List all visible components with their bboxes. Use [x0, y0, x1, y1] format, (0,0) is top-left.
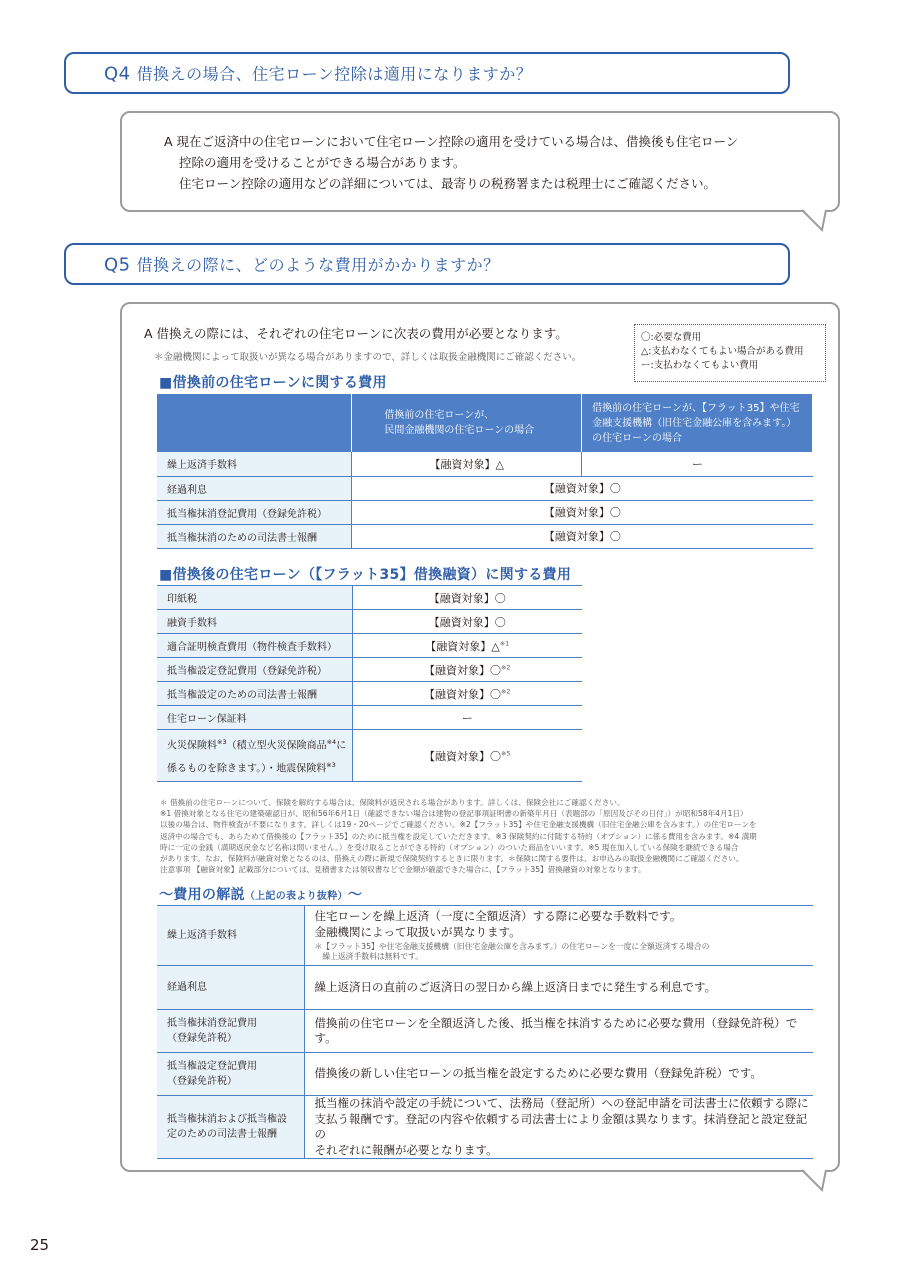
- row-label: 経過利息: [157, 476, 352, 500]
- footnotes: [160, 797, 820, 875]
- row-description: 借換前の住宅ローンを全額返済した後、抵当権を抹消するために必要な費用（登録免許税）です。: [304, 1010, 813, 1053]
- row-label: 抵当権抹消のための司法書士報酬: [157, 524, 352, 548]
- row-label: 経過利息: [157, 966, 304, 1010]
- row-label: 抵当権設定登記費用 （登録免許税）: [157, 1053, 304, 1096]
- q4-answer-line: 控除の適用を受けることができる場合があります。: [179, 155, 466, 170]
- row-value: 【融資対象】〇: [352, 500, 813, 524]
- table-row: [157, 634, 582, 658]
- row-label: 抵当権設定登記費用（登録免許税）: [157, 658, 352, 682]
- q4-answer-line: A 現在ご返済中の住宅ローンにおいて住宅ローン控除の適用を受けている場合は、借換後も住宅ローン: [164, 134, 739, 149]
- row-description: 借換後の新しい住宅ローンの抵当権を設定するために必要な費用（登録免許税）です。: [304, 1053, 813, 1096]
- header-flat35-lender: 借換前の住宅ローンが、【フラット35】や住宅 金融支援機構（旧住宅金融公庫を含みます。） の住宅ローンの場合: [582, 394, 813, 452]
- q4-question-bubble: [64, 52, 790, 94]
- footnote-line: ＊ 借換前の住宅ローンについて、保険を解約する場合は、保険料が返戻される場合があります。詳しくは、保険会社にご確認ください。: [160, 798, 625, 807]
- page-number: 25: [30, 1236, 50, 1254]
- table-row: [157, 500, 813, 524]
- row-value: 【融資対象】〇: [352, 476, 813, 500]
- footnote-line: 時に一定の金銭（満期返戻金など名称は問いません。）を受け取ることができる特約（オプション）のついた商品をいいます。※5 現在加入している保険を継続できる場合: [160, 842, 739, 852]
- row-description: 繰上返済日の直前のご返済日の翌日から繰上返済日までに発生する利息です。: [304, 966, 813, 1010]
- table-row: [157, 1010, 813, 1053]
- q5-answer-lead: A 借換えの際には、それぞれの住宅ローンに次表の費用が必要となります。: [144, 326, 568, 341]
- table-row: [157, 966, 813, 1010]
- row-label: 抵当権抹消登記費用（登録免許税）: [157, 500, 352, 524]
- footnote-line: 以後の場合は、物件検査が不要になります。詳しくは19・20ページでご確認ください。※2【フラット35】や住宅金融支援機構（旧住宅金融公庫を含みます。）の住宅ローンを: [160, 820, 757, 830]
- table-row: [157, 730, 582, 782]
- post-refinance-cost-table: [157, 585, 582, 782]
- row-label: 抵当権抹消および抵当権設 定のための司法書士報酬: [157, 1096, 304, 1159]
- row-value: 【融資対象】〇$^{※2}$: [352, 658, 582, 682]
- legend-not-required: ー:支払わなくてもよい費用: [641, 360, 759, 371]
- q4-answer-line: 住宅ローン控除の適用などの詳細については、最寄りの税務署または税理士にご確認ください。: [179, 176, 717, 191]
- q5-answer-box: [120, 302, 840, 1172]
- footnote-line: 返済中の場合でも、あらためて借換後の【フラット35】のために抵当権を設定していただきます。※3 保険契約に付随する特約（オプション）に係る費用を含みます。※4 満期: [160, 831, 757, 841]
- row-label: 融資手数料: [157, 610, 352, 634]
- footnote-line: 注意事項 【融資対象】記載部分については、見積書または領収書などで金額が確認できた場合に、【フラット35】借換融資の対象となります。: [160, 865, 646, 875]
- section2-title: ■借換後の住宅ローン（【フラット35】借換融資）に関する費用: [159, 567, 572, 583]
- row-label-fire-insurance: 火災保険料$^{※3}$（積立型火災保険商品$^{※4}$に 係るものを除きます。）・地震保険料$^{※3}$: [157, 730, 352, 782]
- section1-title: ■借換前の住宅ローンに関する費用: [159, 375, 387, 391]
- q4-answer-tail: [800, 208, 830, 234]
- table-row: [157, 476, 813, 500]
- q4-answer: [164, 131, 738, 194]
- row-value: 【融資対象】〇$^{※2}$: [352, 682, 582, 706]
- q5-question-bubble: [64, 243, 790, 285]
- row-value: 【融資対象】〇: [352, 610, 582, 634]
- q5-answer-note: ＊金融機関によって取扱いが異なる場合がありますので、詳しくは取扱金融機関にご確認ください。: [154, 352, 582, 363]
- table-row: [157, 452, 813, 476]
- table-header-blank: [157, 394, 352, 452]
- header-private-lender: 借換前の住宅ローンが、 民間金融機関の住宅ローンの場合: [352, 394, 582, 452]
- q5-answer-tail: [800, 1168, 830, 1194]
- row-label: 印紙税: [157, 586, 352, 610]
- legend-optional: △:支払わなくてもよい場合がある費用: [641, 346, 804, 357]
- row-value: ー: [582, 452, 813, 476]
- pre-refinance-cost-table: [157, 394, 813, 549]
- q4-answer-box: [120, 111, 840, 212]
- table-row: [157, 586, 582, 610]
- row-value: ー: [352, 706, 582, 730]
- table-row: [157, 706, 582, 730]
- cost-explanation-table: [157, 905, 813, 1159]
- table-row: [157, 1096, 813, 1159]
- table-row: [157, 682, 582, 706]
- legend-required: 〇:必要な費用: [641, 332, 702, 343]
- q4-question: Q4 借換えの場合、住宅ローン控除は適用になりますか？: [104, 63, 533, 85]
- table-header-row: [157, 394, 813, 452]
- row-label: 抵当権設定のための司法書士報酬: [157, 682, 352, 706]
- table-row: [157, 658, 582, 682]
- q5-question: Q5 借換えの際に、どのような費用がかかりますか？: [104, 254, 500, 276]
- row-value: 【融資対象】〇: [352, 586, 582, 610]
- row-value: 【融資対象】〇$^{※5}$: [352, 730, 582, 782]
- row-description: 住宅ローンを繰上返済（一度に全額返済）する際に必要な手数料です。 金融機関によって取扱いが異なります。 ＊【フラット35】や住宅金融支援機構（旧住宅金融公庫を含みます。）の住宅ローンを一度に全額返済する場合の 繰上返済手数料は無料です。: [304, 906, 813, 966]
- row-value: 【融資対象】△$^{※1}$: [352, 634, 582, 658]
- section3-title: ～費用の解説（上記の表より抜粋）～: [159, 887, 363, 903]
- row-description: 抵当権の抹消や設定の手続について、法務局（登記所）への登記申請を司法書士に依頼する際に 支払う報酬です。登記の内容や依頼する司法書士により金額は異なります。抹消登記と設定登記の それぞれに報酬が必要となります。: [304, 1096, 813, 1159]
- row-label: 適合証明検査費用（物件検査手数料）: [157, 634, 352, 658]
- footnote-line: があります。なお、保険料が融資対象となるのは、借換えの際に新規で保険契約するときに限ります。＊保険に関する要件は、お申込みの取扱金融機関にご確認ください。: [160, 854, 744, 864]
- table-row: [157, 906, 813, 966]
- footnote-line: ※1 借換対象となる住宅の建築確認日が、昭和56年6月1日（確認できない場合は建物の登記事項証明書の新築年月日（表題部の「原因及びその日付」）が昭和58年4月1日）: [160, 809, 748, 819]
- table-row: [157, 1053, 813, 1096]
- table-row: [157, 524, 813, 548]
- legend-box: [634, 324, 826, 382]
- row-label: 繰上返済手数料: [157, 906, 304, 966]
- row-label: 繰上返済手数料: [157, 452, 352, 476]
- row-label: 住宅ローン保証料: [157, 706, 352, 730]
- table-row: [157, 610, 582, 634]
- row-label: 抵当権抹消登記費用 （登録免許税）: [157, 1010, 304, 1053]
- row-value: 【融資対象】〇: [352, 524, 813, 548]
- row-value: 【融資対象】△: [352, 452, 582, 476]
